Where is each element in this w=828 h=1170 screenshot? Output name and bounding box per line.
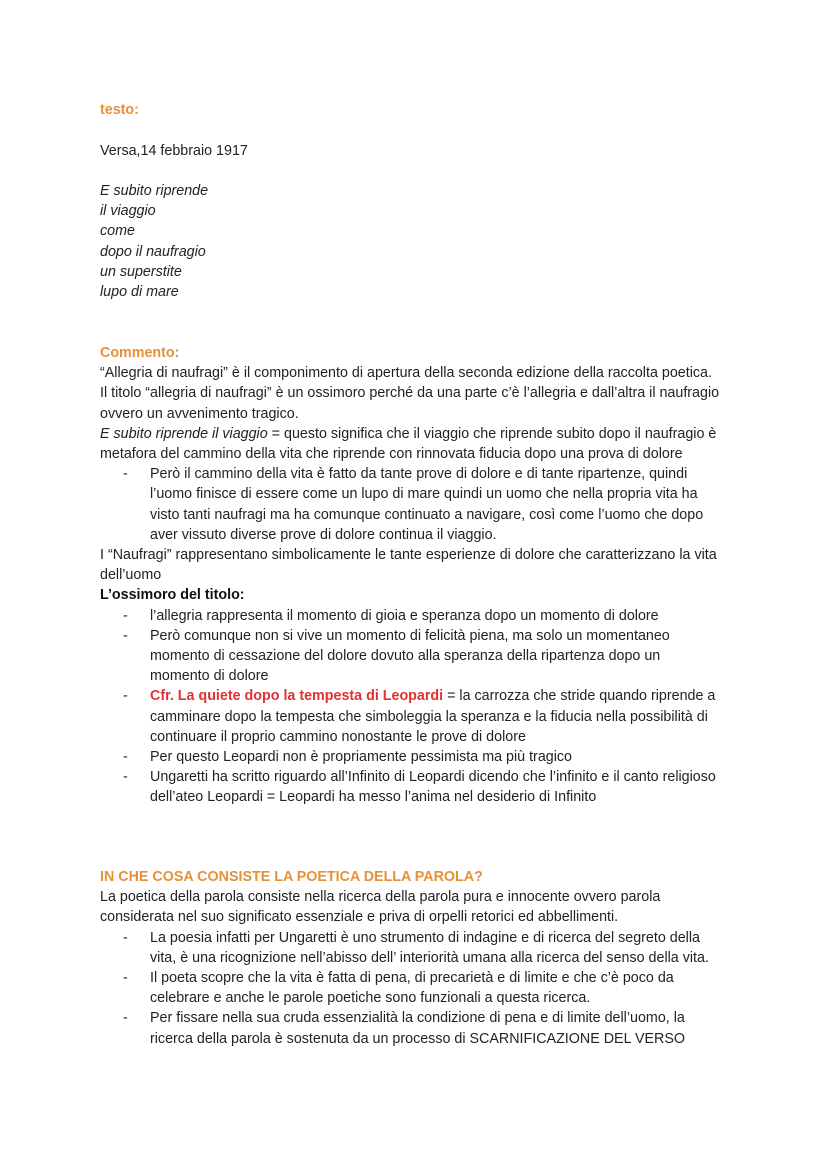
ossimoro-list: [100, 606, 722, 808]
list-item: [100, 686, 722, 747]
ossimoro-heading: L’ossimoro del titolo:: [100, 587, 245, 604]
poem-line: dopo il naufragio: [100, 243, 206, 260]
commento-paragraph: I “Naufragi” rappresentano simbolicamente le tante esperienze di dolore che caratterizzano la vita dell’uomo: [100, 547, 717, 584]
poem-line: come: [100, 223, 135, 240]
commento-section: [100, 343, 722, 808]
list-item: - Però il cammino della vita è fatto da tante prove di dolore e di tante ripartenze, quindi l’uomo finisce di essere come un lupo di mare quindi un uomo che nella propria vita ha visto tanti naufragi ma ha comunque continuato a navigare, così come l’uomo che dopo aver vissuto diverse prove di dolore continua il viaggio.: [100, 464, 722, 545]
date-line: [100, 141, 740, 161]
testo-section: [100, 100, 740, 120]
poetica-heading: IN CHE COSA CONSISTE LA POETICA DELLA PAROLA?: [100, 869, 483, 885]
list-item: - Per fissare nella sua cruda essenzialità la condizione di pena e di limite dell’uomo, la ricerca della parola è sostenuta da un processo di SCARNIFICAZIONE DEL VERSO: [100, 1008, 726, 1048]
poem-line: E subito riprende: [100, 183, 209, 199]
commento-paragraph: “Allegria di naufragi” è il componimento di apertura della seconda edizione della raccolta poetica.: [100, 365, 712, 382]
poem-line: il viaggio: [100, 203, 156, 220]
poem-line: lupo di mare: [100, 284, 179, 301]
poetica-section: [100, 867, 726, 1049]
commento-heading: Commento:: [100, 345, 180, 361]
testo-heading: testo:: [100, 102, 139, 118]
list-item: - Per questo Leopardi non è propriamente pessimista ma più tragico: [100, 747, 722, 767]
list-item: - Però comunque non si vive un momento di felicità piena, ma solo un momentaneo momento di cessazione del dolore dovuto alla speranza della ripartenza dopo un momento di dolore: [100, 626, 722, 687]
list-item: - Il poeta scopre che la vita è fatta di pena, di precarietà e di limite e che c’è poco da celebrare e anche le parole poetiche sono funzionali a questa ricerca.: [100, 968, 726, 1008]
cfr-explanation: = la carrozza che stride quando riprende a camminare dopo la tempesta che simboleggia la speranza e la fiducia nella possibilità di continuare il proprio cammino nonostante le prove di dolore: [150, 688, 716, 745]
commento-paragraph: [100, 424, 722, 464]
list-item: - Ungaretti ha scritto riguardo all’Infinito di Leopardi dicendo che l’infinito e il canto religioso dell’ateo Leopardi = Leopardi ha messo l’anima nel desiderio di Infinito: [100, 767, 722, 807]
list-item: - l’allegria rappresenta il momento di gioia e speranza dopo un momento di dolore: [100, 606, 722, 626]
poetica-list: [100, 928, 726, 1049]
poem: [100, 181, 740, 302]
poem-line: un superstite: [100, 263, 182, 280]
poem-quote-explanation: = questo significa che il viaggio che riprende subito dopo il naufragio è metafora del cammino della vita che riprende con rinnovata fiducia dopo una prova di dolore: [100, 425, 717, 463]
poem-quote: E subito riprende il viaggio: [100, 425, 268, 442]
poetica-intro: La poetica della parola consiste nella ricerca della parola pura e innocente ovvero parola considerata nel suo significato essenziale e priva di orpelli retorici ed abbellimenti.: [100, 889, 661, 926]
list-item: - La poesia infatti per Ungaretti è uno strumento di indagine e di ricerca del segreto della vita, è una ricognizione nell’abisso dell’ interiorità umana alla ricerca del senso della vita.: [100, 928, 726, 968]
commento-paragraph: Il titolo “allegria di naufragi” è un ossimoro perché da una parte c’è l’allegria e dall’altra il naufragio ovvero un avvenimento tragico.: [100, 385, 720, 422]
poem-date: Versa,14 febbraio 1917: [100, 143, 248, 159]
commento-list: [100, 464, 722, 545]
cfr-reference: Cfr. La quiete dopo la tempesta di Leopardi: [150, 688, 444, 705]
